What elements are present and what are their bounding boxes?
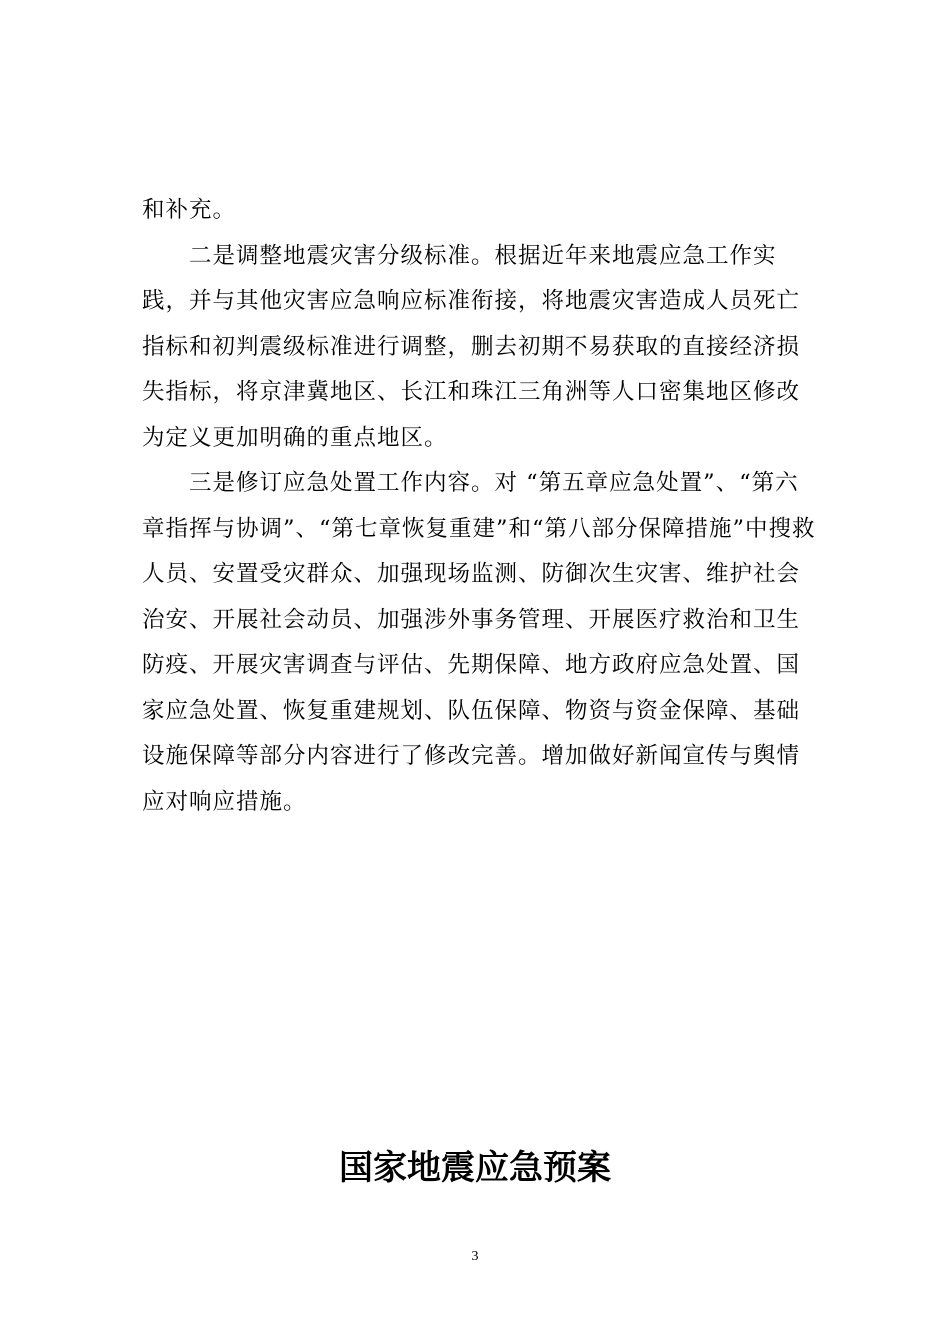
section-title: 国家地震应急预案 [339,1148,611,1188]
body-text [142,188,822,825]
paragraph-grading-standard: 二是调整地震灾害分级标准。根据近年来地震应急工作实践，并与其他灾害应急响应标准衔接，将地震灾害造成人员死亡指标和初判震级标准进行调整，删去初期不易获取的直接经济损失指标，将京津冀地区、长江和珠江三角洲等人口密集地区修改为定义更加明确的重点地区。 [142,242,801,451]
paragraph-emergency-response: 三是修订应急处置工作内容。对 “第五章应急处置”、“第六章指挥与协调”、“第七章恢复重建”和“第八部分保障措施”中搜救人员、安置受灾群众、加强现场监测、防御次生灾害、维护社会治安、开展社会动员、加强涉外事务管理、开展医疗救治和卫生防疫、开展灾害调查与评估、先期保障、地方政府应急处置、国家应急处置、恢复重建规划、队伍保障、物资与资金保障、基础设施保障等部分内容进行了修改完善。增加做好新闻宣传与舆情应对响应措施。 [142,470,816,815]
paragraph-continuation: 和补充。 [142,197,237,223]
page-number: 3 [471,1249,479,1264]
